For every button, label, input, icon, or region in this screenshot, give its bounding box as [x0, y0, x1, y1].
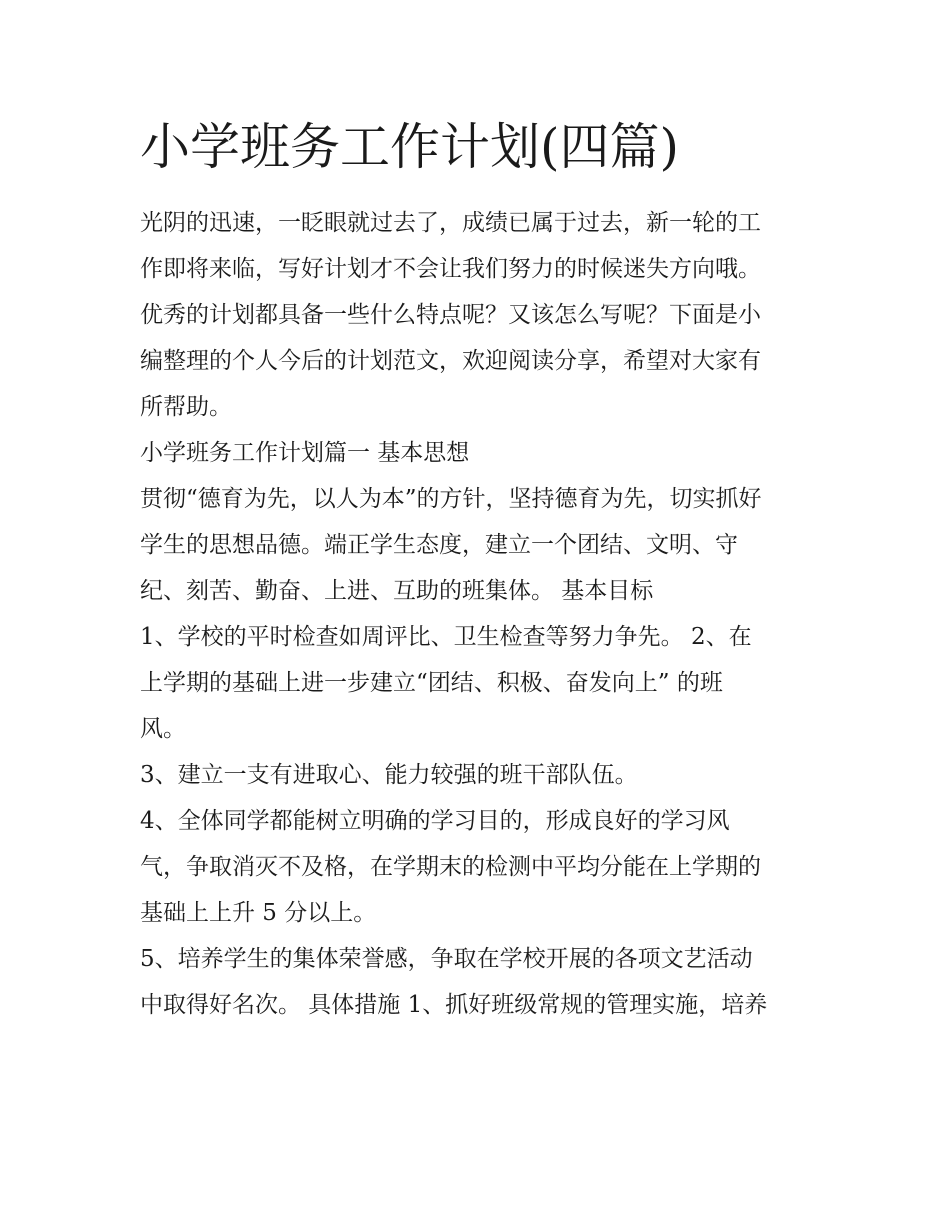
text-line: 光阴的迅速，一眨眼就过去了，成绩已属于过去，新一轮的工 [140, 210, 761, 236]
list-item: 3、建立一支有进取心、能力较强的班干部队伍。 [140, 762, 638, 788]
text-line: 贯彻“德育为先，以人为本”的方针，坚持德育为先，切实抓好 [140, 486, 762, 512]
document-body [140, 200, 820, 1028]
list-item: 4、全体同学都能树立明确的学习目的，形成良好的学习风 [140, 808, 730, 834]
text-line: 风。 [140, 716, 186, 742]
text-line: 所帮助。 [140, 394, 232, 420]
text-line: 学生的思想品德。端正学生态度，建立一个团结、文明、守 [140, 532, 738, 558]
text-line: 中取得好名次。 具体措施 1、抓好班级常规的管理实施，培养 [140, 992, 768, 1018]
section-heading: 小学班务工作计划篇一 基本思想 [140, 440, 470, 466]
document-title: 小学班务工作计划(四篇) [140, 118, 680, 176]
list-item: 1、学校的平时检查如周评比、卫生检查等努力争先。 2、在 [140, 624, 752, 650]
text-line: 上学期的基础上进一步建立“团结、积极、奋发向上” 的班 [140, 670, 723, 696]
list-item: 5、培养学生的集体荣誉感，争取在学校开展的各项文艺活动 [140, 946, 753, 972]
text-line: 气，争取消灭不及格，在学期末的检测中平均分能在上学期的 [140, 854, 761, 880]
text-line: 基础上上升 5 分以上。 [140, 900, 377, 926]
text-line: 优秀的计划都具备一些什么特点呢？又该怎么写呢？下面是小 [140, 302, 761, 328]
text-line: 编整理的个人今后的计划范文，欢迎阅读分享，希望对大家有 [140, 348, 761, 374]
text-line: 作即将来临，写好计划才不会让我们努力的时候迷失方向哦。 [140, 256, 761, 282]
text-line: 纪、刻苦、勤奋、上进、互助的班集体。 基本目标 [140, 578, 654, 604]
